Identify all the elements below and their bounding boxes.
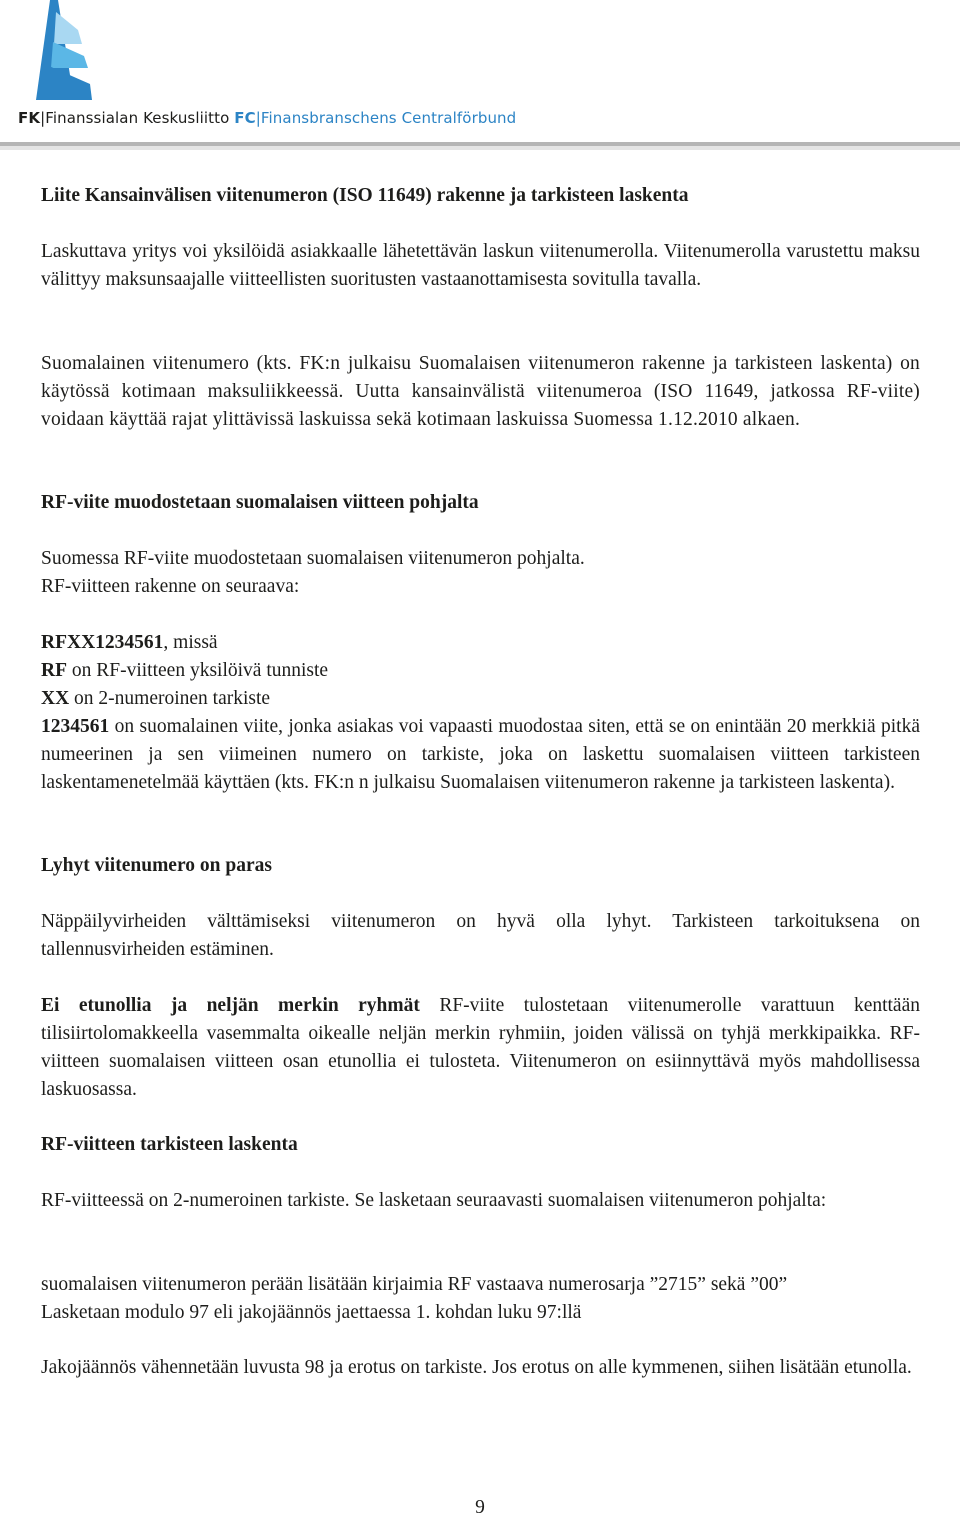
org-sv-name: Finansbranschens Centralförbund [260,109,517,127]
org-fi-name: Finanssialan Keskusliitto [45,109,230,127]
structure-xx-line [41,685,920,713]
organization-name [18,108,516,128]
groups-body: RF-viite tulostetaan viitenumerolle varattuun kenttään tilisiirtolomakkeella vasemmalta oikealle neljän merkin ryhmiin, joiden välissä on tyhjä merkkipaikka. RF-viitteen suomalaisen viitteen osan etunollia ei tulosteta. Viitenumeron on esiinnyttävä myös mahdollisessa laskuosassa. [41,995,920,1100]
logo-band-top [54,12,82,44]
structure-number-paragraph [41,713,920,797]
document-title: Liite Kansainvälisen viitenumeron (ISO 11649) rakenne ja tarkisteen laskenta [41,185,689,206]
intro-paragraph: Laskuttava yritys voi yksilöidä asiakkaalle lähetettävän laskun viitenumerolla. Viitenumerolla varustettu maksu välittyy maksunsaajalle viitteellisten suoritusten vastaanottamisesta sovitulla tavalla. [41,241,920,290]
fk-logo [20,0,96,100]
structure-example-code: RFXX1234561 [41,632,164,653]
org-separator: | [40,109,46,127]
check-section-heading: RF-viitteen tarkisteen laskenta [41,1134,298,1155]
rf-section-line-2: RF-viitteen rakenne on seuraava: [41,576,300,597]
org-fi-abbr: FK [18,109,41,127]
short-section-paragraph: Näppäilyvirheiden välttämiseksi viitenumeron on hyvä olla lyhyt. Tarkisteen tarkoituksena on tallennusvirheiden estäminen. [41,911,920,960]
structure-example [41,629,920,657]
header-rule-shadow [0,146,960,150]
rf-section-heading: RF-viite muodostetaan suomalaisen viitteen pohjalta [41,492,479,513]
check-section-intro: RF-viitteessä on 2-numeroinen tarkiste. Se lasketaan seuraavasti suomalaisen viitenumeron pohjalta: [41,1190,827,1211]
groups-lead: Ei etunollia ja neljän merkin ryhmät [41,995,420,1016]
rf-section-line-1: Suomessa RF-viite muodostetaan suomalaisen viitenumeron pohjalta. [41,548,585,569]
check-step-3: Jakojäännös vähennetään luvusta 98 ja erotus on tarkiste. Jos erotus on alle kymmenen, siihen lisätään etunolla. [41,1357,912,1378]
national-reference-paragraph: Suomalainen viitenumero (kts. FK:n julkaisu Suomalaisen viitenumeron rakenne ja tarkisteen laskenta) on käytössä kotimaan maksuliikkeessä. Uutta kansainvälistä viitenumeroa (ISO 11649, jatkossa RF-viite) voidaan käyttää rajat ylittävissä laskuissa sekä kotimaan laskuissa Suomessa 1.12.2010 alkaen. [41,353,920,430]
structure-rf-desc: on RF-viitteen yksilöivä tunniste [67,660,329,681]
check-step-2: Lasketaan modulo 97 eli jakojäännös jaettaessa 1. kohdan luku 97:llä [41,1302,582,1323]
structure-xx-term: XX [41,688,70,709]
logo-band-middle [51,42,88,68]
org-sv-abbr: FC [234,109,256,127]
check-step-1: suomalaisen viitenumeron perään lisätään kirjaimia RF vastaava numerosarja ”2715” sekä ”00” [41,1274,788,1295]
structure-example-suffix: , missä [163,632,218,653]
structure-number-term: 1234561 [41,716,110,737]
structure-rf-line [41,657,920,685]
structure-xx-desc: on 2-numeroinen tarkiste [69,688,271,709]
groups-paragraph [41,992,920,1104]
structure-number-desc: on suomalainen viite, jonka asiakas voi vapaasti muodostaa siten, että se on enintään 20 merkkiä pitkä numeerinen ja sen viimeinen numero on tarkiste, joka on laskettu suomalaisen viitteen tarkisteen laskentamenetelmää käyttäen (kts. FK:n n julkaisu Suomalaisen viitenumeron rakenne ja tarkisteen laskenta). [41,716,920,793]
short-section-heading: Lyhyt viitenumero on paras [41,855,272,876]
page-number: 9 [475,1497,485,1518]
org-separator-sv: | [255,109,261,127]
structure-rf-term: RF [41,660,67,681]
